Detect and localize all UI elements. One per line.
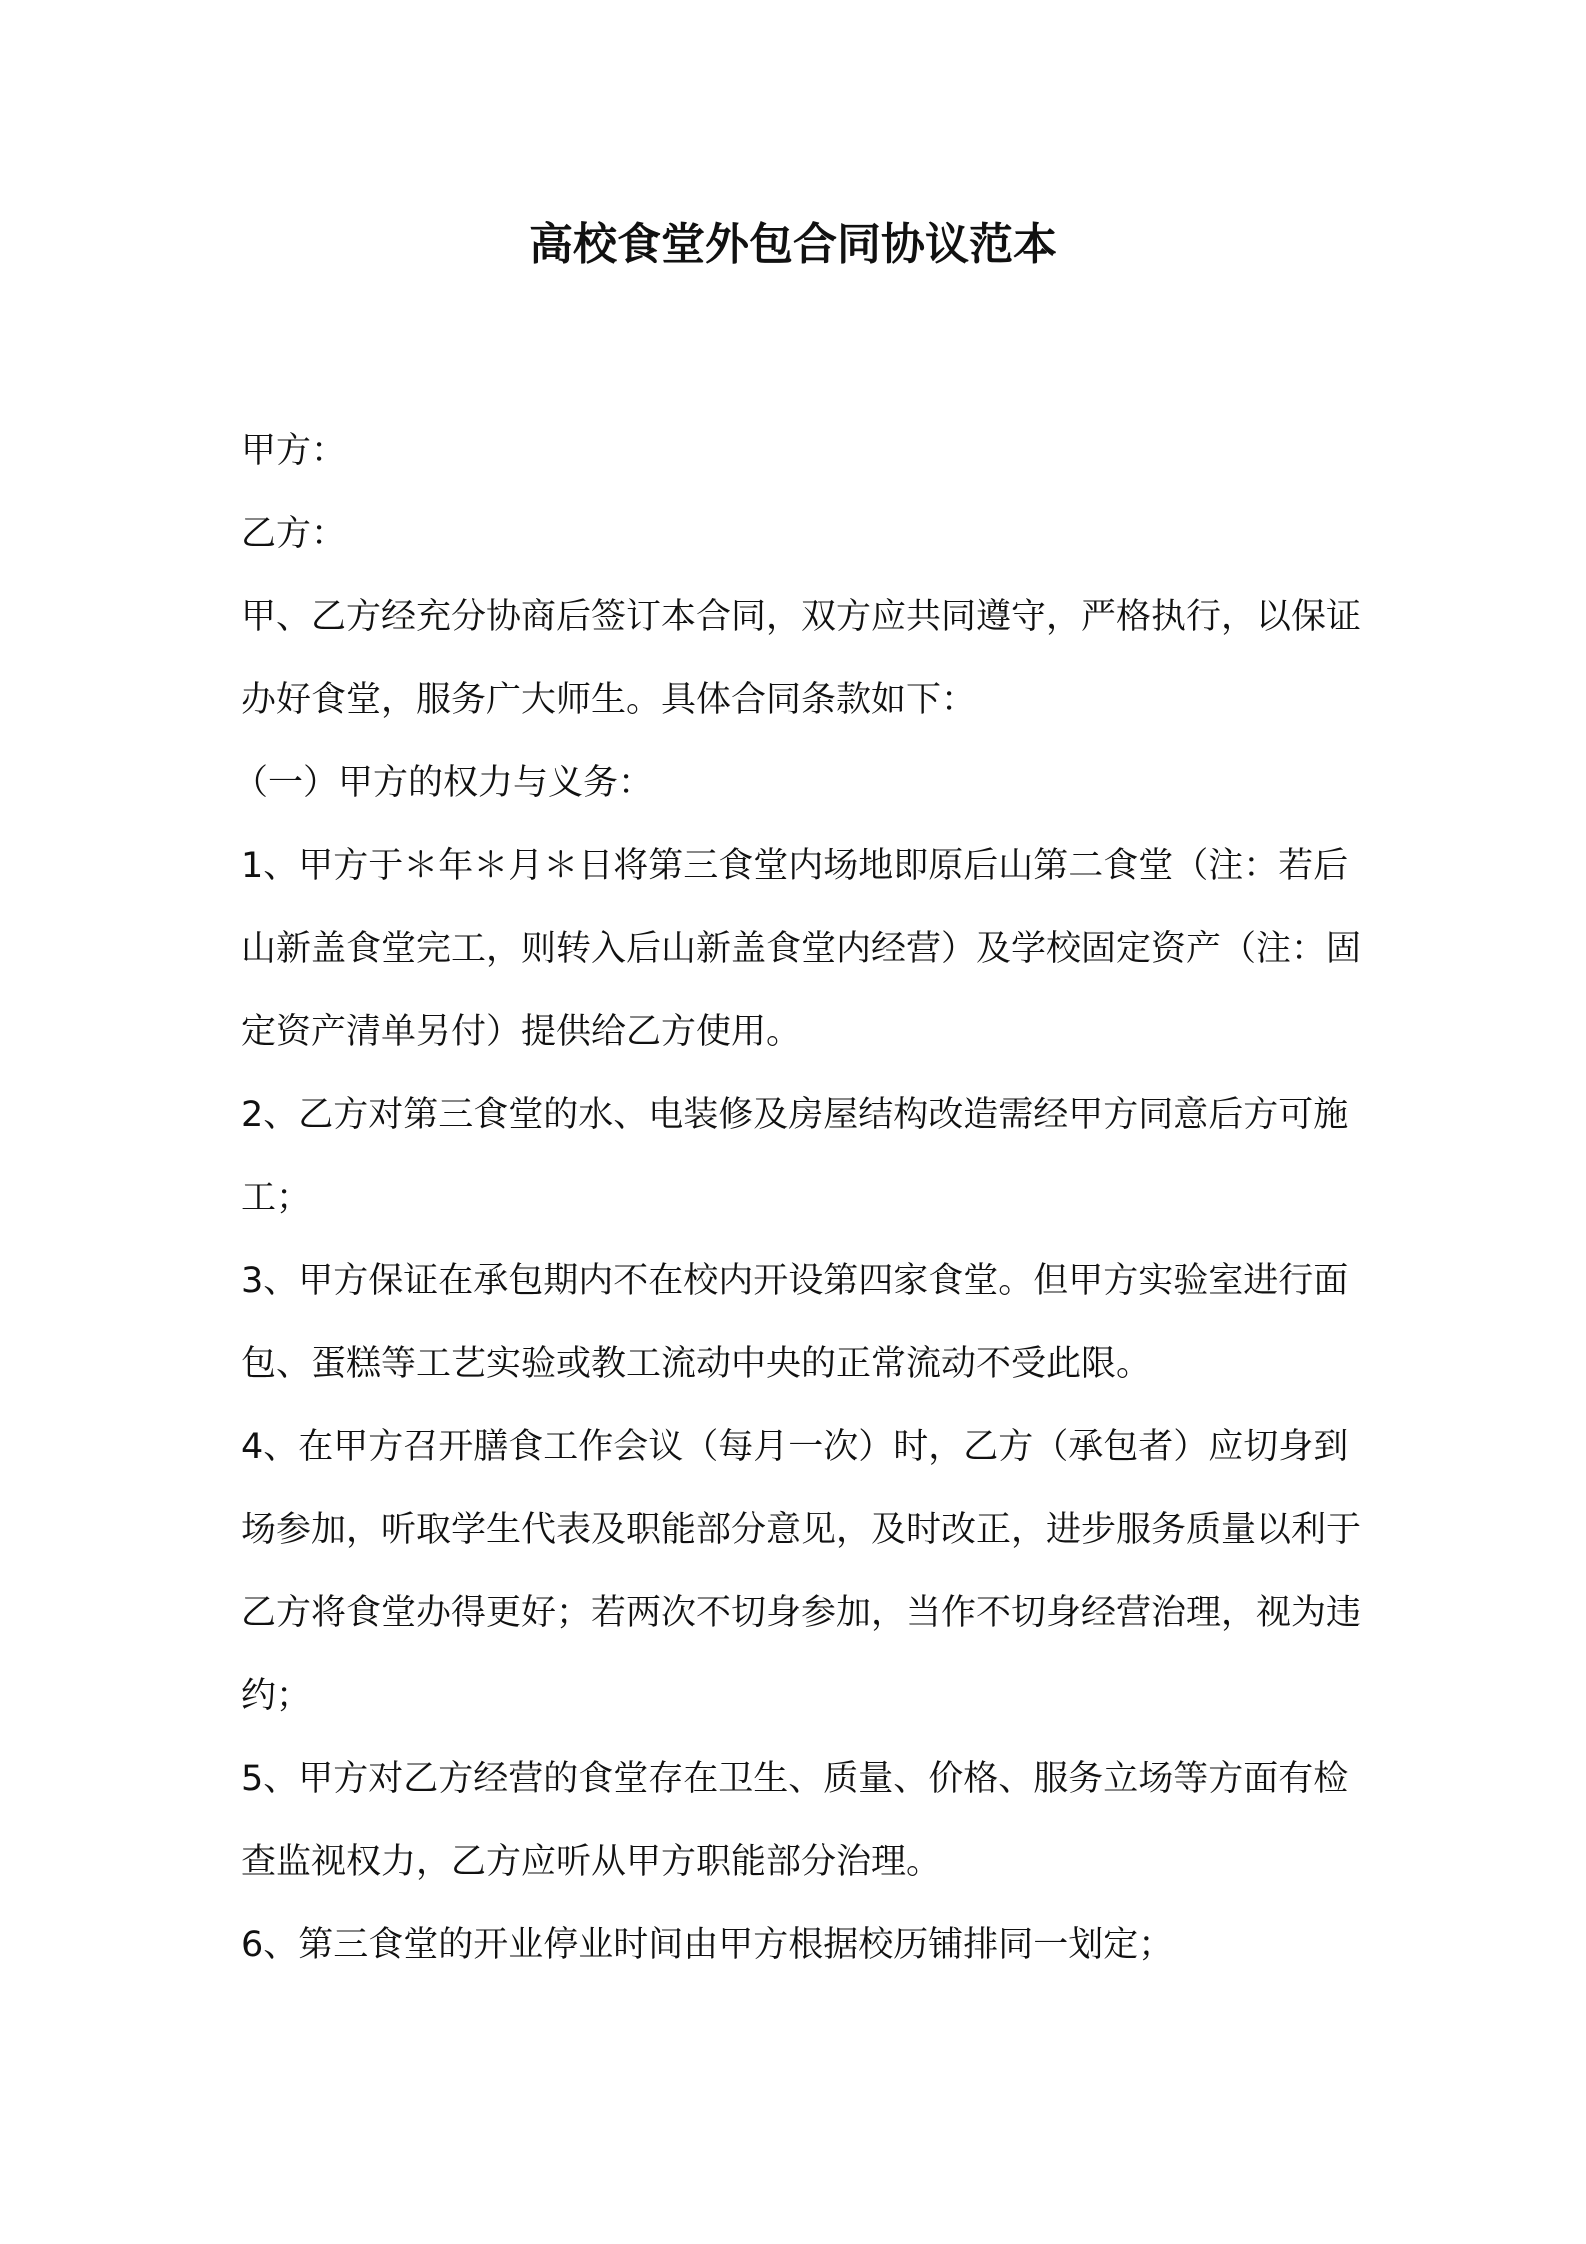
party-b-line: 乙方： <box>241 514 347 554</box>
clause-6: 6、第三食堂的开业停业时间由甲方根据校历铺排同一划定； <box>241 1925 1174 1965</box>
intro-paragraph: 甲、乙方经充分协商后签订本合同，双方应共同遵守，严格执行，以保证办好食堂，服务广大师生。具体合同条款如下： <box>241 597 1362 720</box>
clause-4: 4、在甲方召开膳食工作会议（每月一次）时，乙方（承包者）应切身到场参加，听取学生代表及职能部分意见，及时改正，进步服务质量以利于乙方将食堂办得更好；若两次不切身参加，当作不切身经营治理，视为违约； <box>241 1427 1362 1716</box>
clause-1: 1、甲方于＊年＊月＊日将第三食堂内场地即原后山第二食堂（注：若后山新盖食堂完工，则转入后山新盖食堂内经营）及学校固定资产（注：固定资产清单另付）提供给乙方使用。 <box>241 846 1362 1052</box>
clause-3: 3、甲方保证在承包期内不在校内开设第四家食堂。但甲方实验室进行面包、蛋糕等工艺实验或教工流动中央的正常流动不受此限。 <box>241 1261 1349 1384</box>
party-a-line: 甲方： <box>241 431 347 471</box>
section-heading: （一）甲方的权力与义务： <box>233 763 654 803</box>
clause-2: 2、乙方对第三食堂的水、电装修及房屋结构改造需经甲方同意后方可施工； <box>241 1095 1349 1218</box>
clause-5: 5、甲方对乙方经营的食堂存在卫生、质量、价格、服务立场等方面有检查监视权力，乙方应听从甲方职能部分治理。 <box>241 1759 1349 1882</box>
document-title: 高校食堂外包合同协议范本 <box>529 219 1057 270</box>
document-body <box>233 410 1362 1987</box>
